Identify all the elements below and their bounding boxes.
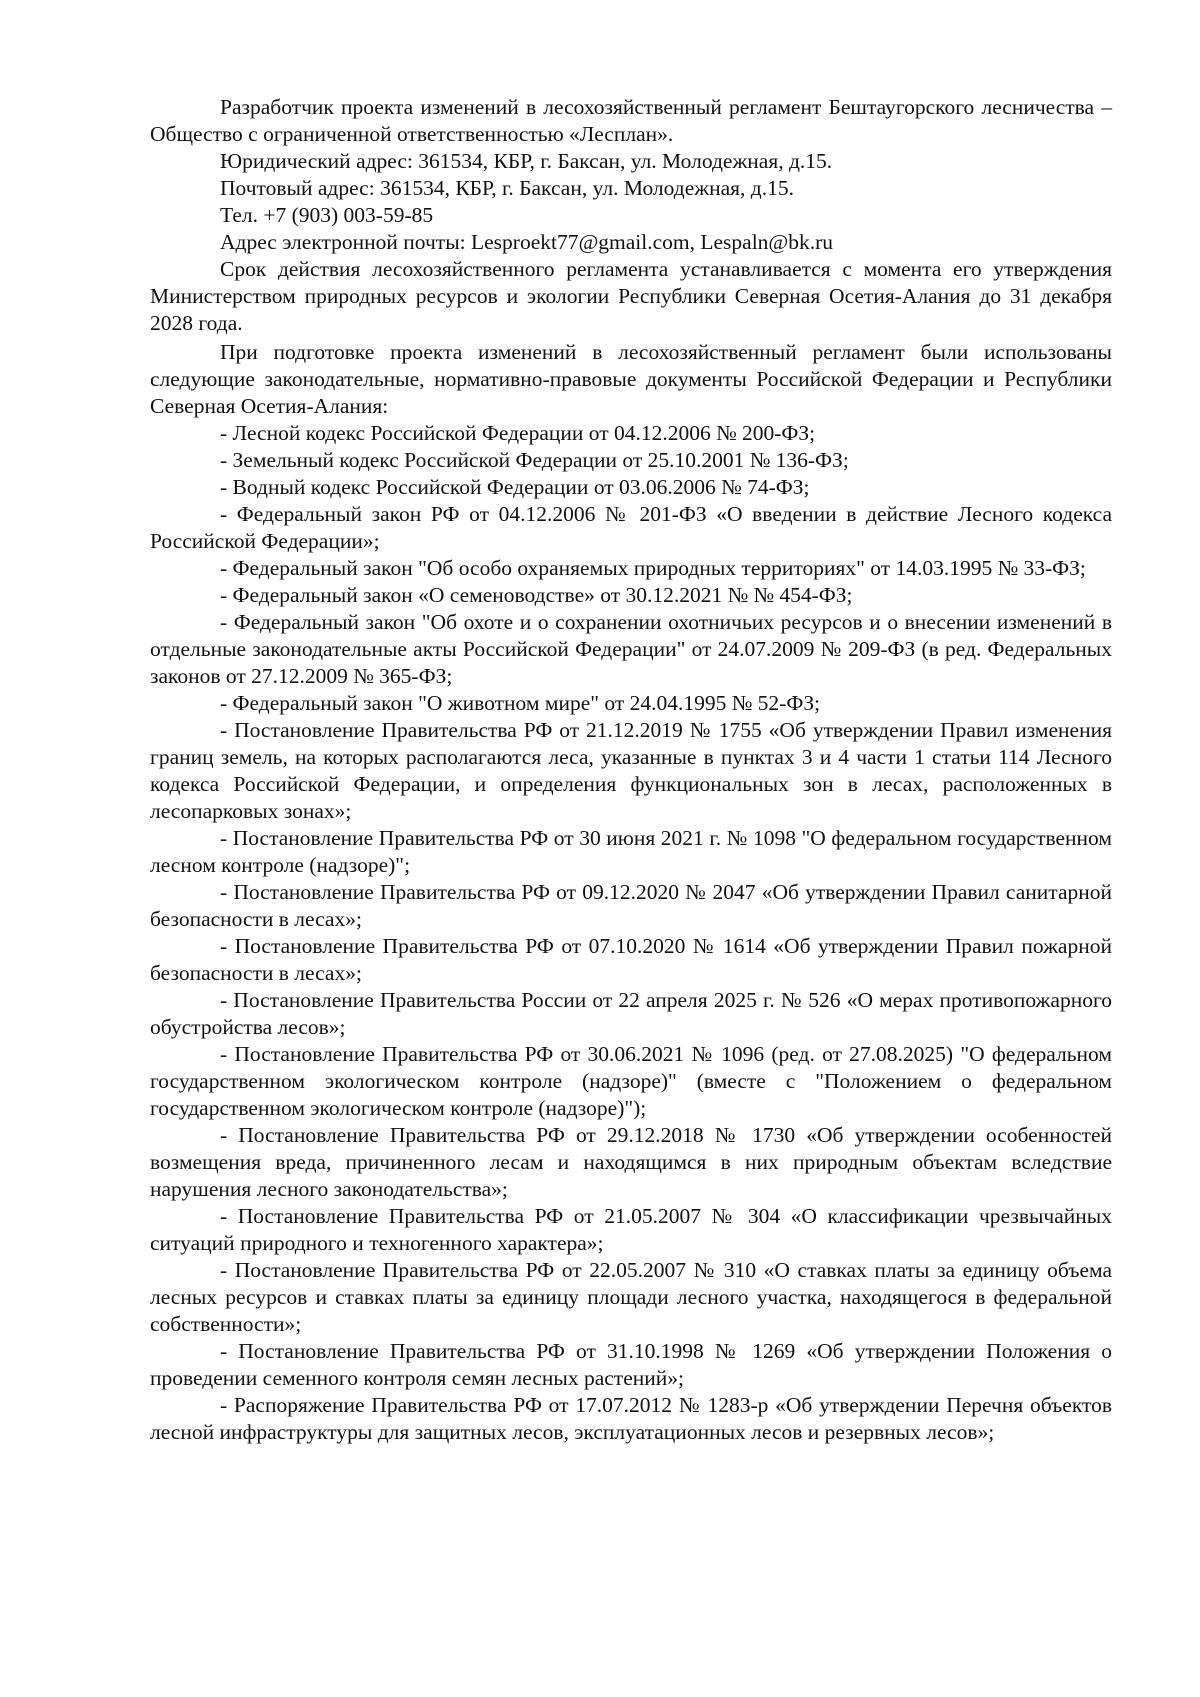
document-list-item: - Федеральный закон РФ от 04.12.2006 № 201-ФЗ «О введении в действие Лесного кодекса Российской Федерации»; xyxy=(150,502,1112,553)
document-list-item: - Постановление Правительства РФ от 09.12.2020 № 2047 «Об утверждении Правил санитарной безопасности в лесах»; xyxy=(150,880,1112,931)
document-list-item: - Постановление Правительства РФ от 21.05.2007 № 304 «О классификации чрезвычайных ситуаций природного и техногенного характера»; xyxy=(150,1204,1112,1255)
document-list-item: - Распоряжение Правительства РФ от 17.07.2012 № 1283-р «Об утверждении Перечня объектов лесной инфраструктуры для защитных лесов, эксплуатационных лесов и резервных лесов»; xyxy=(150,1393,1112,1444)
document-list-item: - Федеральный закон "О животном мире" от 24.04.1995 № 52-ФЗ; xyxy=(220,691,821,715)
document-list-item: - Постановление Правительства России от 22 апреля 2025 г. № 526 «О мерах противопожарного обустройства лесов»; xyxy=(150,988,1112,1039)
document-list-item: - Постановление Правительства РФ от 21.12.2019 № 1755 «Об утверждении Правил изменения границ земель, на которых располагаются леса, указанные в пунктах 3 и 4 части 1 статьи 114 Лесного кодекса Российской Федерации, и определения функциональных зон в лесах, расположенных в лесопарковых зонах»; xyxy=(150,718,1112,823)
document-list-item: - Постановление Правительства РФ от 30.06.2021 № 1096 (ред. от 27.08.2025) "О федеральном государственном экологическом контроле (надзоре)" (вместе с "Положением о федеральном государственном экологическом контроле (надзоре)"); xyxy=(150,1042,1112,1120)
email-address: Адрес электронной почты: Lesproekt77@gmail.com, Lespaln@bk.ru xyxy=(220,230,834,254)
document-list-item: - Водный кодекс Российской Федерации от 03.06.2006 № 74-ФЗ; xyxy=(220,475,810,499)
document-list-item: - Федеральный закон «О семеноводстве» от 30.12.2021 № № 454-ФЗ; xyxy=(220,583,853,607)
document-list-item: - Постановление Правительства РФ от 07.10.2020 № 1614 «Об утверждении Правил пожарной безопасности в лесах»; xyxy=(150,934,1112,985)
postal-address: Почтовый адрес: 361534, КБР, г. Баксан, ул. Молодежная, д.15. xyxy=(220,176,794,200)
document-list-item: - Постановление Правительства РФ от 29.12.2018 № 1730 «Об утверждении особенностей возмещения вреда, причиненного лесам и находящимся в них природным объектам вследствие нарушения лесного законодательства»; xyxy=(150,1123,1112,1201)
developer-paragraph: Разработчик проекта изменений в лесохозяйственный регламент Бештаугорского лесничества – Общество с ограниченной ответственностью «Лесплан». xyxy=(150,95,1112,146)
document-list-item: - Постановление Правительства РФ от 31.10.1998 № 1269 «Об утверждении Положения о проведении семенного контроля семян лесных растений»; xyxy=(150,1339,1112,1390)
validity-paragraph: Срок действия лесохозяйственного регламента устанавливается с момента его утверждения Министерством природных ресурсов и экологии Республики Северная Осетия-Алания до 31 декабря 2028 года. xyxy=(150,257,1112,335)
document-list-item: - Земельный кодекс Российской Федерации от 25.10.2001 № 136-ФЗ; xyxy=(220,448,849,472)
document-list-item: - Постановление Правительства РФ от 22.05.2007 № 310 «О ставках платы за единицу объема лесных ресурсов и ставках платы за единицу площади лесного участка, находящегося в федеральной собственности»; xyxy=(150,1258,1112,1336)
phone-number: Тел. +7 (903) 003-59-85 xyxy=(220,203,434,227)
legal-address: Юридический адрес: 361534, КБР, г. Баксан, ул. Молодежная, д.15. xyxy=(220,149,833,173)
document-list-item: - Федеральный закон "Об охоте и о сохранении охотничьих ресурсов и о внесении изменений в отдельные законодательные акты Российской Федерации" от 24.07.2009 № 209-ФЗ (в ред. Федеральных законов от 27.12.2009 № 365-ФЗ; xyxy=(150,610,1112,688)
intro-paragraph: При подготовке проекта изменений в лесохозяйственный регламент были использованы следующие законодательные, нормативно-правовые документы Российской Федерации и Республики Северная Осетия-Алания: xyxy=(150,340,1112,418)
document-list-item: - Лесной кодекс Российской Федерации от 04.12.2006 № 200-ФЗ; xyxy=(220,421,816,445)
document-list-item: - Федеральный закон "Об особо охраняемых природных территориях" от 14.03.1995 № 33-ФЗ; xyxy=(220,556,1086,580)
document-page xyxy=(150,94,1112,1446)
document-list-item: - Постановление Правительства РФ от 30 июня 2021 г. № 1098 "О федеральном государственном лесном контроле (надзоре)"; xyxy=(150,826,1112,877)
